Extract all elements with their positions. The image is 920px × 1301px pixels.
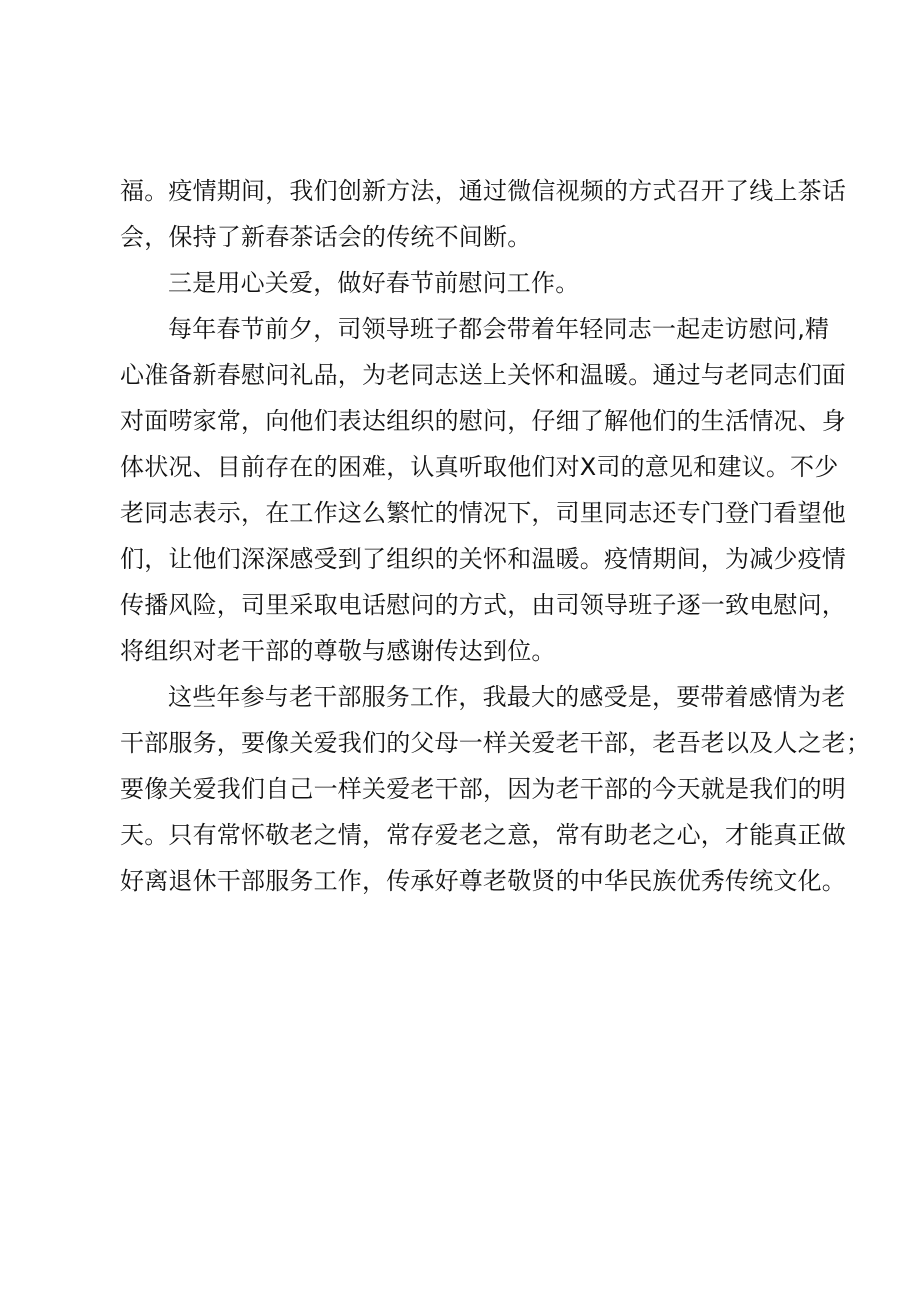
text-line: 将组织对老干部的尊敬与感谢传达到位。 xyxy=(120,637,556,665)
text-line: 干部服务，要像关爱我们的父母一样关爱老干部，老吾老以及人之老； xyxy=(120,729,871,757)
text-line: 每年春节前夕，司领导班子都会带着年轻同志一起走访慰问,精 xyxy=(168,315,830,343)
text-line: 心准备新春慰问礼品，为老同志送上关怀和温暖。通过与老同志们面 xyxy=(120,361,846,389)
text-line: 体状况、目前存在的困难，认真听取他们对X司的意见和建议。不少 xyxy=(120,453,839,481)
text-line: 要像关爱我们自己一样关爱老干部，因为老干部的今天就是我们的明 xyxy=(120,775,846,803)
text-line: 好离退休干部服务工作，传承好尊老敬贤的中华民族优秀传统文化。 xyxy=(120,867,846,895)
text-line: 这些年参与老干部服务工作，我最大的感受是，要带着感情为老 xyxy=(168,683,846,711)
text-line: 天。只有常怀敬老之情，常存爱老之意，常有助老之心，才能真正做 xyxy=(120,821,846,849)
text-line: 老同志表示，在工作这么繁忙的情况下，司里同志还专门登门看望他 xyxy=(120,499,846,527)
section-heading: 三是用心关爱，做好春节前慰问工作。 xyxy=(168,269,580,297)
text-line: 对面唠家常，向他们表达组织的慰问，仔细了解他们的生活情况、身 xyxy=(120,407,846,435)
text-line: 们，让他们深深感受到了组织的关怀和温暖。疫情期间，为减少疫情 xyxy=(120,545,846,573)
text-line: 会，保持了新春茶话会的传统不间断。 xyxy=(120,223,532,251)
text-line: 传播风险，司里采取电话慰问的方式，由司领导班子逐一致电慰问， xyxy=(120,591,846,619)
text-line: 福。疫情期间，我们创新方法，通过微信视频的方式召开了线上茶话 xyxy=(120,177,846,205)
document-body xyxy=(120,168,871,904)
